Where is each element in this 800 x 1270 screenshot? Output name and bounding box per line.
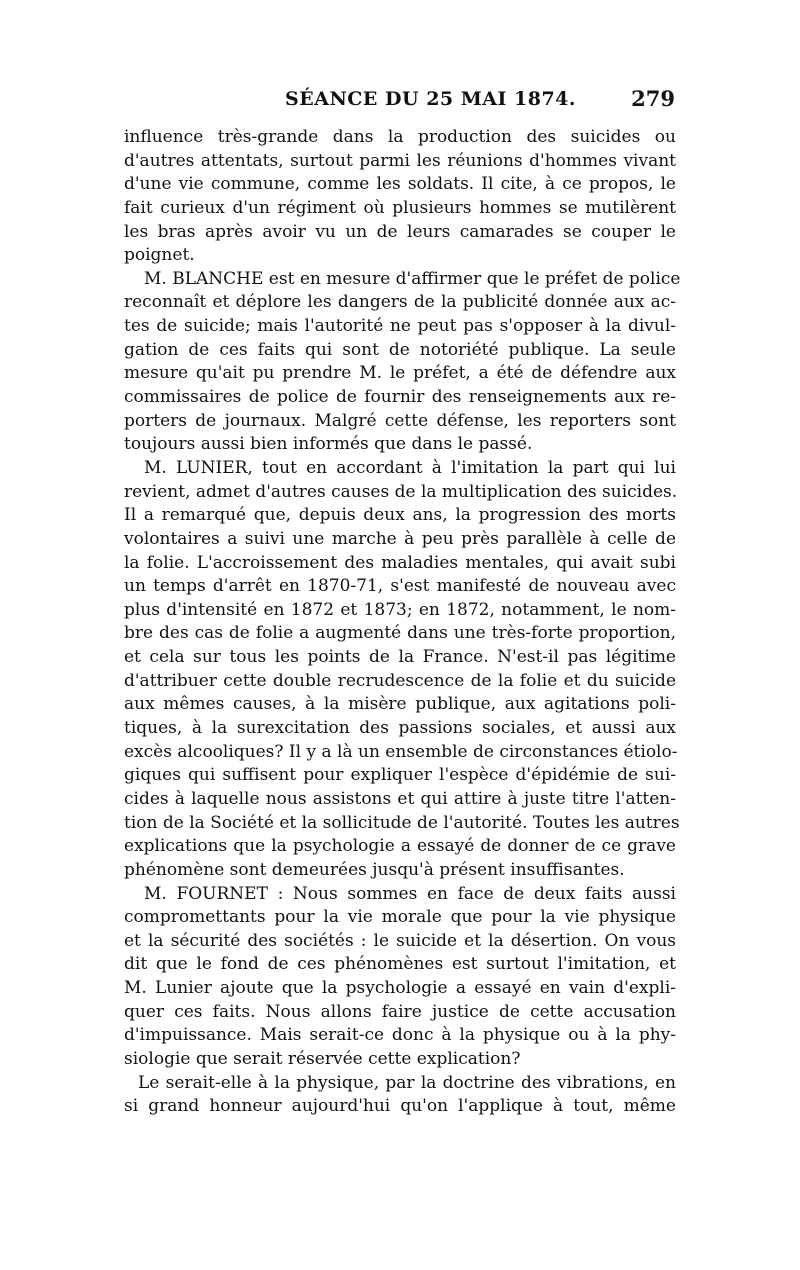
text-line: porters de journaux. Malgré cette défense, les reporters sont [124, 410, 676, 431]
text-line: plus d'intensité en 1872 et 1873; en 1872, notamment, le nom- [124, 599, 676, 620]
text-line: Le serait-elle à la physique, par la doctrine des vibrations, en [138, 1072, 676, 1093]
text-line: reconnaît et déplore les dangers de la publicité donnée aux ac- [124, 292, 676, 313]
text-line: M. BLANCHE est en mesure d'affirmer que le préfet de police [144, 268, 681, 289]
text-line: cides à laquelle nous assistons et qui attire à juste titre l'atten- [124, 788, 676, 809]
text-line: aux mêmes causes, à la misère publique, aux agitations poli- [124, 694, 676, 715]
text-line: la folie. L'accroissement des maladies mentales, qui avait subi [124, 552, 676, 573]
paragraph-continuation [124, 126, 676, 268]
text-line: les bras après avoir vu un de leurs camarades se couper le [124, 221, 676, 242]
text-line: fait curieux d'un régiment où plusieurs hommes se mutilèrent [124, 197, 676, 218]
text-line: tes de suicide; mais l'autorité ne peut pas s'opposer à la divul- [124, 316, 676, 337]
text-line: compromettants pour la vie morale que pour la vie physique [124, 907, 676, 928]
text-line: excès alcooliques? Il y a là un ensemble de circonstances étiolo- [124, 741, 678, 762]
text-line: dit que le fond de ces phénomènes est surtout l'imitation, et [124, 954, 676, 975]
text-line: commissaires de police de fournir des renseignements aux re- [124, 387, 676, 408]
text-line: siologie que serait réservée cette explication? [124, 1048, 521, 1069]
text-line: Il a remarqué que, depuis deux ans, la progression des morts [124, 505, 676, 526]
text-line: mesure qu'ait pu prendre M. le préfet, a été de défendre aux [124, 363, 676, 384]
text-line: revient, admet d'autres causes de la multiplication des suicides. [124, 481, 678, 502]
page-number: 279 [631, 86, 675, 111]
text-line: d'autres attentats, surtout parmi les réunions d'hommes vivant [124, 150, 676, 171]
text-line: volontaires a suivi une marche à peu près parallèle à celle de [124, 528, 676, 549]
text-line: et la sécurité des sociétés : le suicide et la désertion. On vous [124, 930, 676, 951]
text-line: quer ces faits. Nous allons faire justice de cette accusation [124, 1001, 676, 1022]
text-line: poignet. [124, 245, 195, 266]
text-line: bre des cas de folie a augmenté dans une très-forte proportion, [124, 623, 676, 644]
paragraph-blanche [124, 268, 681, 457]
text-line: phénomène sont demeurées jusqu'à présent insuffisantes. [124, 859, 625, 880]
text-line: giques qui suffisent pour expliquer l'espèce d'épidémie de sui- [124, 765, 676, 786]
running-head-title: SÉANCE DU 25 MAI 1874. [285, 88, 577, 110]
text-line: tiques, à la surexcitation des passions sociales, et aussi aux [124, 718, 676, 739]
text-line: gation de ces faits qui sont de notoriété publique. La seule [124, 339, 676, 360]
paragraph-lunier [124, 457, 680, 883]
text-line: M. Lunier ajoute que la psychologie a essayé en vain d'expli- [124, 978, 676, 999]
text-line: tion de la Société et la sollicitude de l'autorité. Toutes les autres [124, 812, 680, 833]
text-line: et cela sur tous les points de la France. N'est-il pas légitime [124, 647, 676, 668]
text-line: d'une vie commune, comme les soldats. Il cite, à ce propos, le [124, 174, 676, 195]
text-line: d'impuissance. Mais serait-ce donc à la physique ou à la phy- [124, 1025, 676, 1046]
running-head [125, 88, 675, 118]
text-line: M. FOURNET : Nous sommes en face de deux faits aussi [144, 883, 676, 904]
paragraph-physique [124, 1072, 676, 1119]
paragraph-fournet [124, 883, 676, 1072]
text-line: si grand honneur aujourd'hui qu'on l'applique à tout, même [124, 1096, 676, 1117]
text-line: toujours aussi bien informés que dans le passé. [124, 434, 533, 455]
text-line: M. LUNIER, tout en accordant à l'imitation la part qui lui [144, 457, 676, 478]
text-line: explications que la psychologie a essayé de donner de ce grave [124, 836, 676, 857]
text-line: un temps d'arrêt en 1870-71, s'est manifesté de nouveau avec [124, 576, 676, 597]
text-line: d'attribuer cette double recrudescence de la folie et du suicide [124, 670, 676, 691]
text-line: influence très-grande dans la production des suicides ou [124, 127, 676, 147]
body-text [124, 126, 681, 1119]
